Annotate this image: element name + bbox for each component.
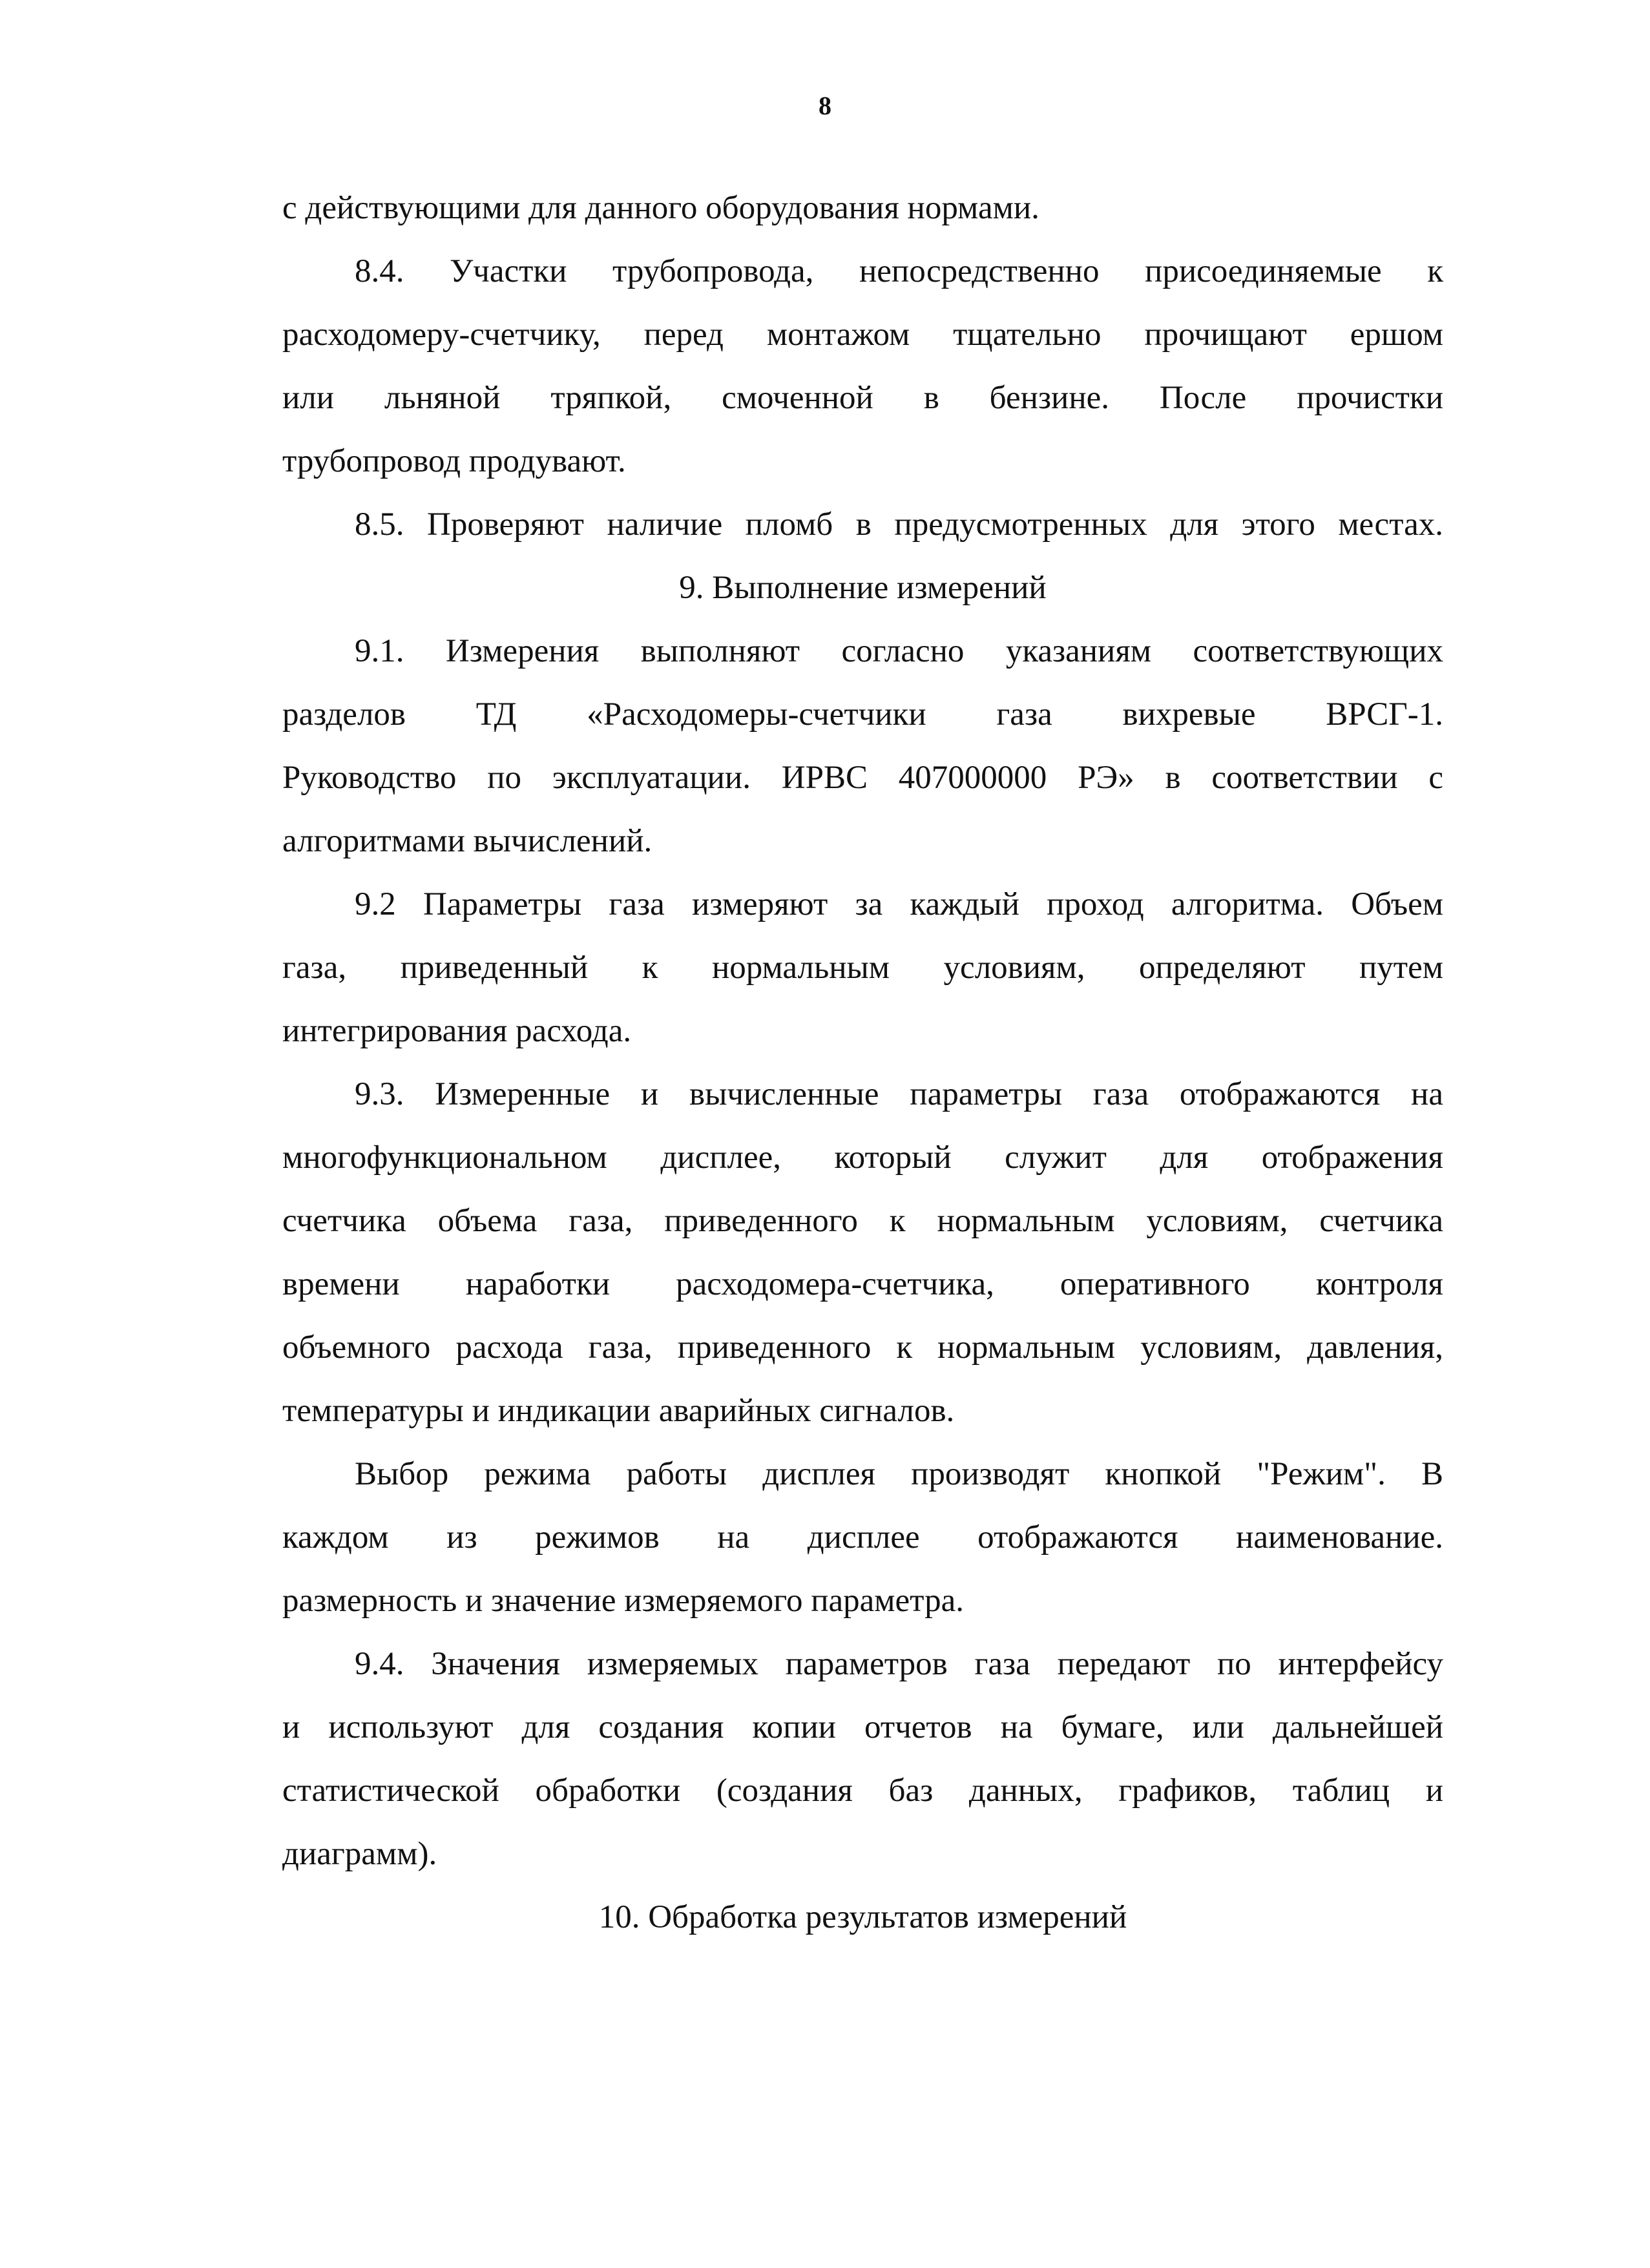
text-line: счетчика объема газа, приведенного к нормальным условиям, счетчика — [282, 1203, 1443, 1239]
page-number: 8 — [819, 91, 831, 120]
text-line: многофункциональном дисплее, который служит для отображения — [282, 1139, 1443, 1176]
text-line: алгоритмами вычислений. — [282, 823, 653, 859]
text-line: 9.4. Значения измеряемых параметров газа передают по интерфейсу — [355, 1646, 1443, 1682]
text-line: Руководство по эксплуатации. ИРВС 407000000 РЭ» в соответствии с — [282, 760, 1443, 796]
text-line: температуры и индикации аварийных сигналов. — [282, 1393, 955, 1429]
text-line: 8.4. Участки трубопровода, непосредственно присоединяемые к — [355, 253, 1443, 289]
text-line: Выбор режима работы дисплея производят кнопкой "Режим". В — [355, 1456, 1443, 1492]
text-line: с действующими для данного оборудования нормами. — [282, 190, 1039, 226]
text-line: 8.5. Проверяют наличие пломб в предусмотренных для этого местах. — [355, 506, 1443, 543]
text-line: времени наработки расходомера-счетчика, оперативного контроля — [282, 1266, 1443, 1302]
text-line: диаграмм). — [282, 1836, 437, 1872]
text-line: статистической обработки (создания баз данных, графиков, таблиц и — [282, 1773, 1443, 1809]
text-line: расходомеру-счетчику, перед монтажом тщательно прочищают ершом — [282, 317, 1443, 353]
text-line: или льняной тряпкой, смоченной в бензине. После прочистки — [282, 380, 1443, 416]
text-line: и используют для создания копии отчетов на бумаге, или дальнейшей — [282, 1709, 1443, 1745]
section-heading: 10. Обработка результатов измерений — [598, 1899, 1127, 1935]
text-line: трубопровод продувают. — [282, 443, 626, 479]
text-line: каждом из режимов на дисплее отображаются наименование. — [282, 1519, 1443, 1555]
text-line: 9.1. Измерения выполняют согласно указаниям соответствующих — [355, 633, 1443, 669]
text-line: разделов ТД «Расходомеры-счетчики газа вихревые ВРСГ-1. — [282, 696, 1443, 733]
section-heading: 9. Выполнение измерений — [679, 570, 1047, 606]
document-body — [282, 176, 1443, 1949]
text-line: размерность и значение измеряемого параметра. — [282, 1583, 964, 1619]
text-line: 9.2 Параметры газа измеряют за каждый проход алгоритма. Объем — [355, 886, 1443, 922]
text-line: интегрирования расхода. — [282, 1013, 632, 1049]
text-line: газа, приведенный к нормальным условиям, определяют путем — [282, 950, 1443, 986]
text-line: объемного расхода газа, приведенного к нормальным условиям, давления, — [282, 1329, 1443, 1366]
text-line: 9.3. Измеренные и вычисленные параметры газа отображаются на — [355, 1076, 1443, 1112]
